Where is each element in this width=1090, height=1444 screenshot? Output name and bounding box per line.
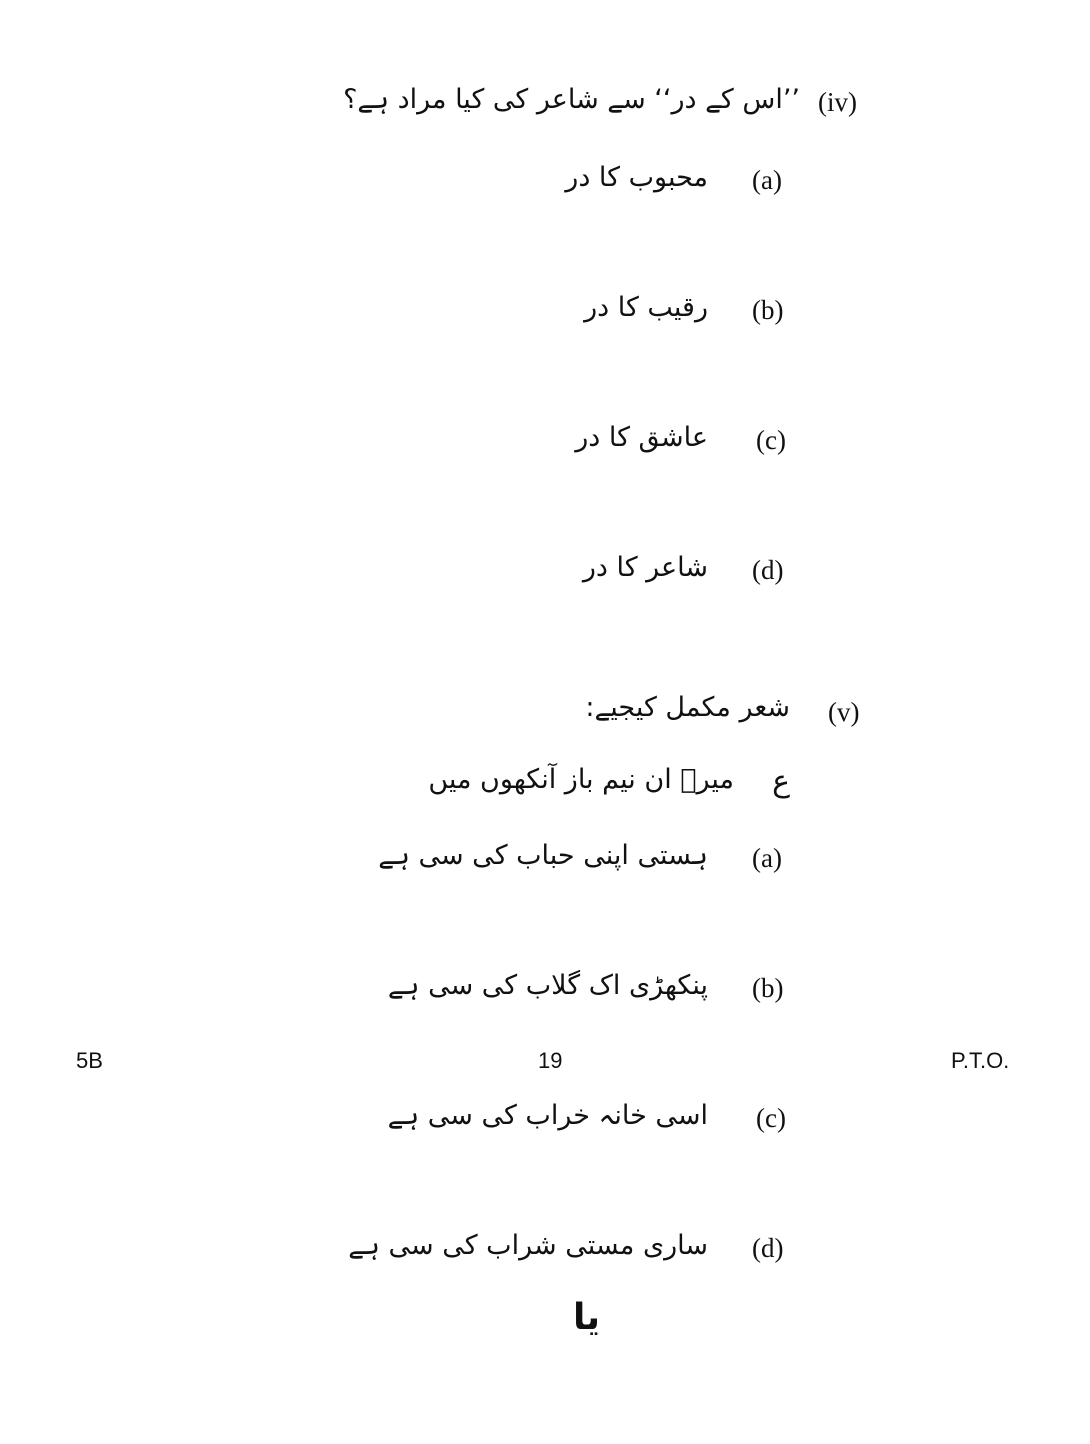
question-iv-option-d-label: (d) bbox=[752, 555, 784, 585]
question-v-text: شعر مکمل کیجیے: bbox=[585, 692, 790, 723]
footer-page-number: 19 bbox=[538, 1048, 563, 1073]
question-v-number: (v) bbox=[828, 697, 860, 727]
question-v-option-d-text: ساری مستی شراب کی سی ہے bbox=[348, 1230, 708, 1261]
footer-paper-code: 5B bbox=[76, 1048, 103, 1073]
question-v-option-c-text: اسی خانہ خراب کی سی ہے bbox=[387, 1100, 708, 1131]
question-v-option-a-text: ہستی اپنی حباب کی سی ہے bbox=[378, 840, 708, 871]
verse-marker: ع bbox=[772, 764, 790, 799]
question-v-option-d-label: (d) bbox=[752, 1233, 784, 1263]
question-v-option-b-text: پنکھڑی اک گلاب کی سی ہے bbox=[387, 970, 708, 1001]
question-iv-text: ’’اس کے در‘‘ سے شاعر کی کیا مراد ہے؟ bbox=[343, 84, 800, 115]
or-separator: یا bbox=[572, 1297, 600, 1338]
question-v-option-b-label: (b) bbox=[752, 973, 784, 1003]
question-iv-option-d-text: شاعر کا در bbox=[582, 552, 708, 583]
question-iv-option-b-label: (b) bbox=[752, 295, 784, 325]
question-v-option-c-label: (c) bbox=[756, 1103, 786, 1133]
question-iv-number: (iv) bbox=[818, 87, 857, 117]
verse-line: میرؔ ان نیم باز آنکھوں میں bbox=[428, 764, 734, 795]
question-iv-option-c-label: (c) bbox=[756, 425, 786, 455]
question-iv-option-a-label: (a) bbox=[752, 165, 782, 195]
footer-pto: P.T.O. bbox=[951, 1048, 1010, 1073]
question-iv-option-b-text: رقیب کا در bbox=[584, 292, 708, 323]
question-v-option-a-label: (a) bbox=[752, 843, 782, 873]
question-iv-option-a-text: محبوب کا در bbox=[565, 162, 708, 193]
question-iv-option-c-text: عاشق کا در bbox=[575, 422, 708, 453]
